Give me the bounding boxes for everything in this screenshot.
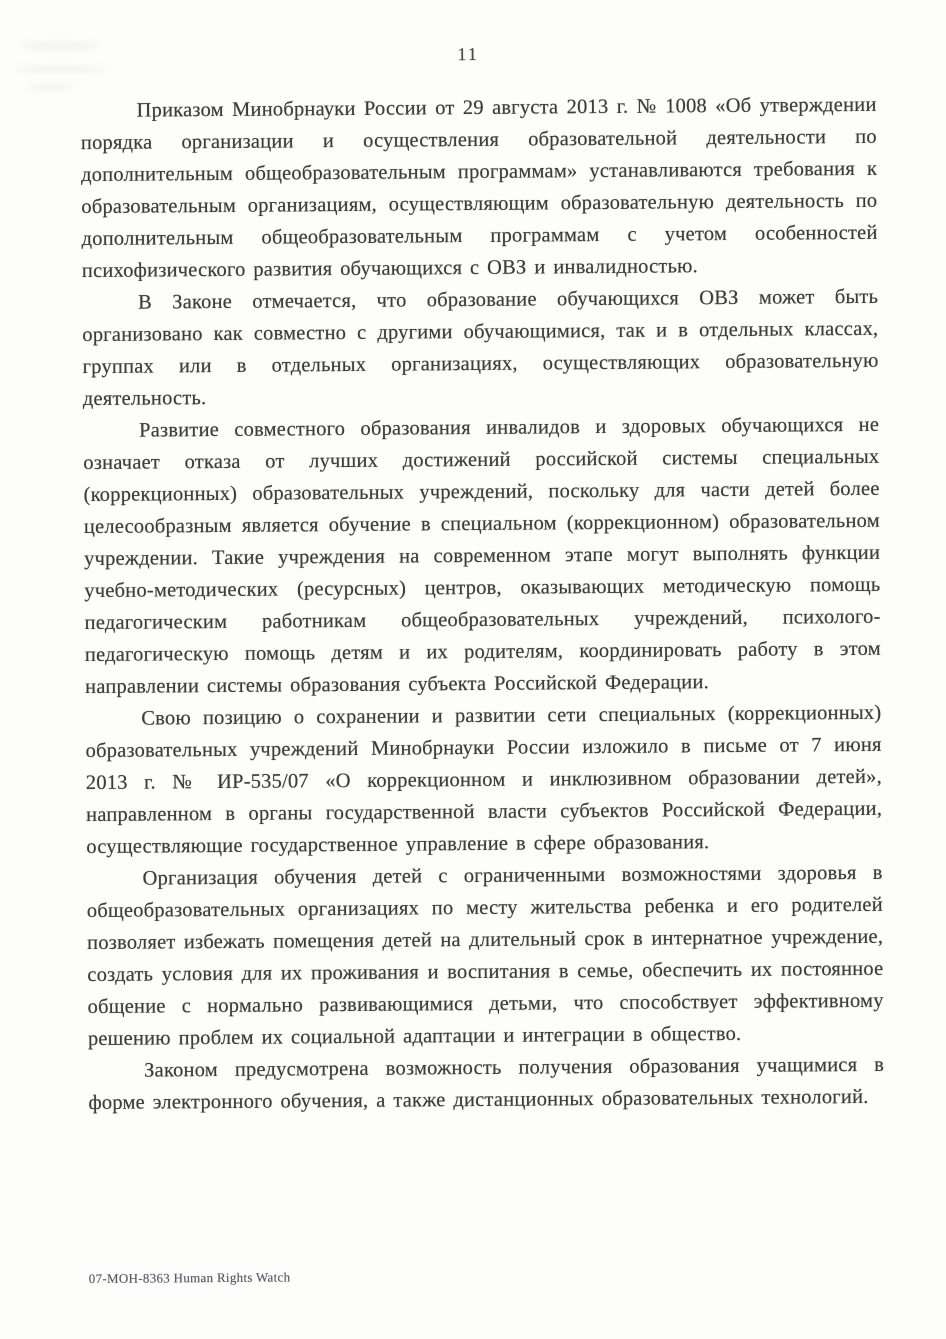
document-body <box>80 89 884 1119</box>
footer-document-stamp: 07-МОН-8363 Human Rights Watch <box>88 1269 291 1287</box>
paragraph-zakon-forms: В Законе отмечается, что образование обучающихся ОВЗ может быть организовано как совместно с другими обучающимися, так и в отдельных классах, группах или в отдельных организациях, осуществляющих образовательную деятельность. <box>82 285 879 411</box>
paragraph-elektronnoe-obuchenie: Законом предусмотрена возможность получения образования учащимися в форме электронного обучения, а также дистанционных образовательных технологий. <box>88 1053 885 1115</box>
paragraph-prikaz-1008: Приказом Минобрнауки России от 29 августа 2013 г. № 1008 «Об утверждении порядка организации и осуществления образовательной деятельности по дополнительным общеобразовательным программам» устанавливаются требования к образовательным организациям, осуществляющим образовательную деятельность по дополнительным общеобразовательным программам с учетом особенностей психофизического развития обучающихся с ОВЗ и инвалидностью. <box>80 93 878 283</box>
paragraph-pismo-ir-535: Свою позицию о сохранении и развитии сети специальных (коррекционных) образовательных учреждений Минобрнауки России изложило в письме от 7 июня 2013 г. № ИР-535/07 «О коррекционном и инклюзивном образовании детей», направленном в органы государственной власти субъектов Российской Федерации, осуществляющие государственное управление в сфере образования. <box>85 701 883 859</box>
paragraph-organizatsiya-obucheniya: Организация обучения детей с ограниченными возможностями здоровья в общеобразовательных организациях по месту жительства ребенка и его родителей позволяет избежать помещения детей на длительный срок в интернатное учреждение, создать условия для их проживания и воспитания в семье, обеспечить их постоянное общение с нормально развивающимися детьми, что способствует эффективному решению проблем их социальной адаптации и интеграции в общество. <box>86 861 884 1051</box>
page-number: 11 <box>457 43 479 65</box>
paragraph-razvitie-sovmestnogo: Развитие совместного образования инвалидов и здоровых обучающихся не означает отказа от лучших достижений российской системы специальных (коррекционных) образовательных учреждений, поскольку для части детей более целесообразным является обучение в специальном (коррекционном) образовательном учреждении. Такие учреждения на современном этапе могут выполнять функции учебно-методических (ресурсных) центров, оказывающих методическую помощь педагогическим работникам общеобразовательных учреждений, психолого-педагогическую помощь детям и их родителям, координировать работу в этом направлении системы образования субъекта Российской Федерации. <box>83 413 881 699</box>
